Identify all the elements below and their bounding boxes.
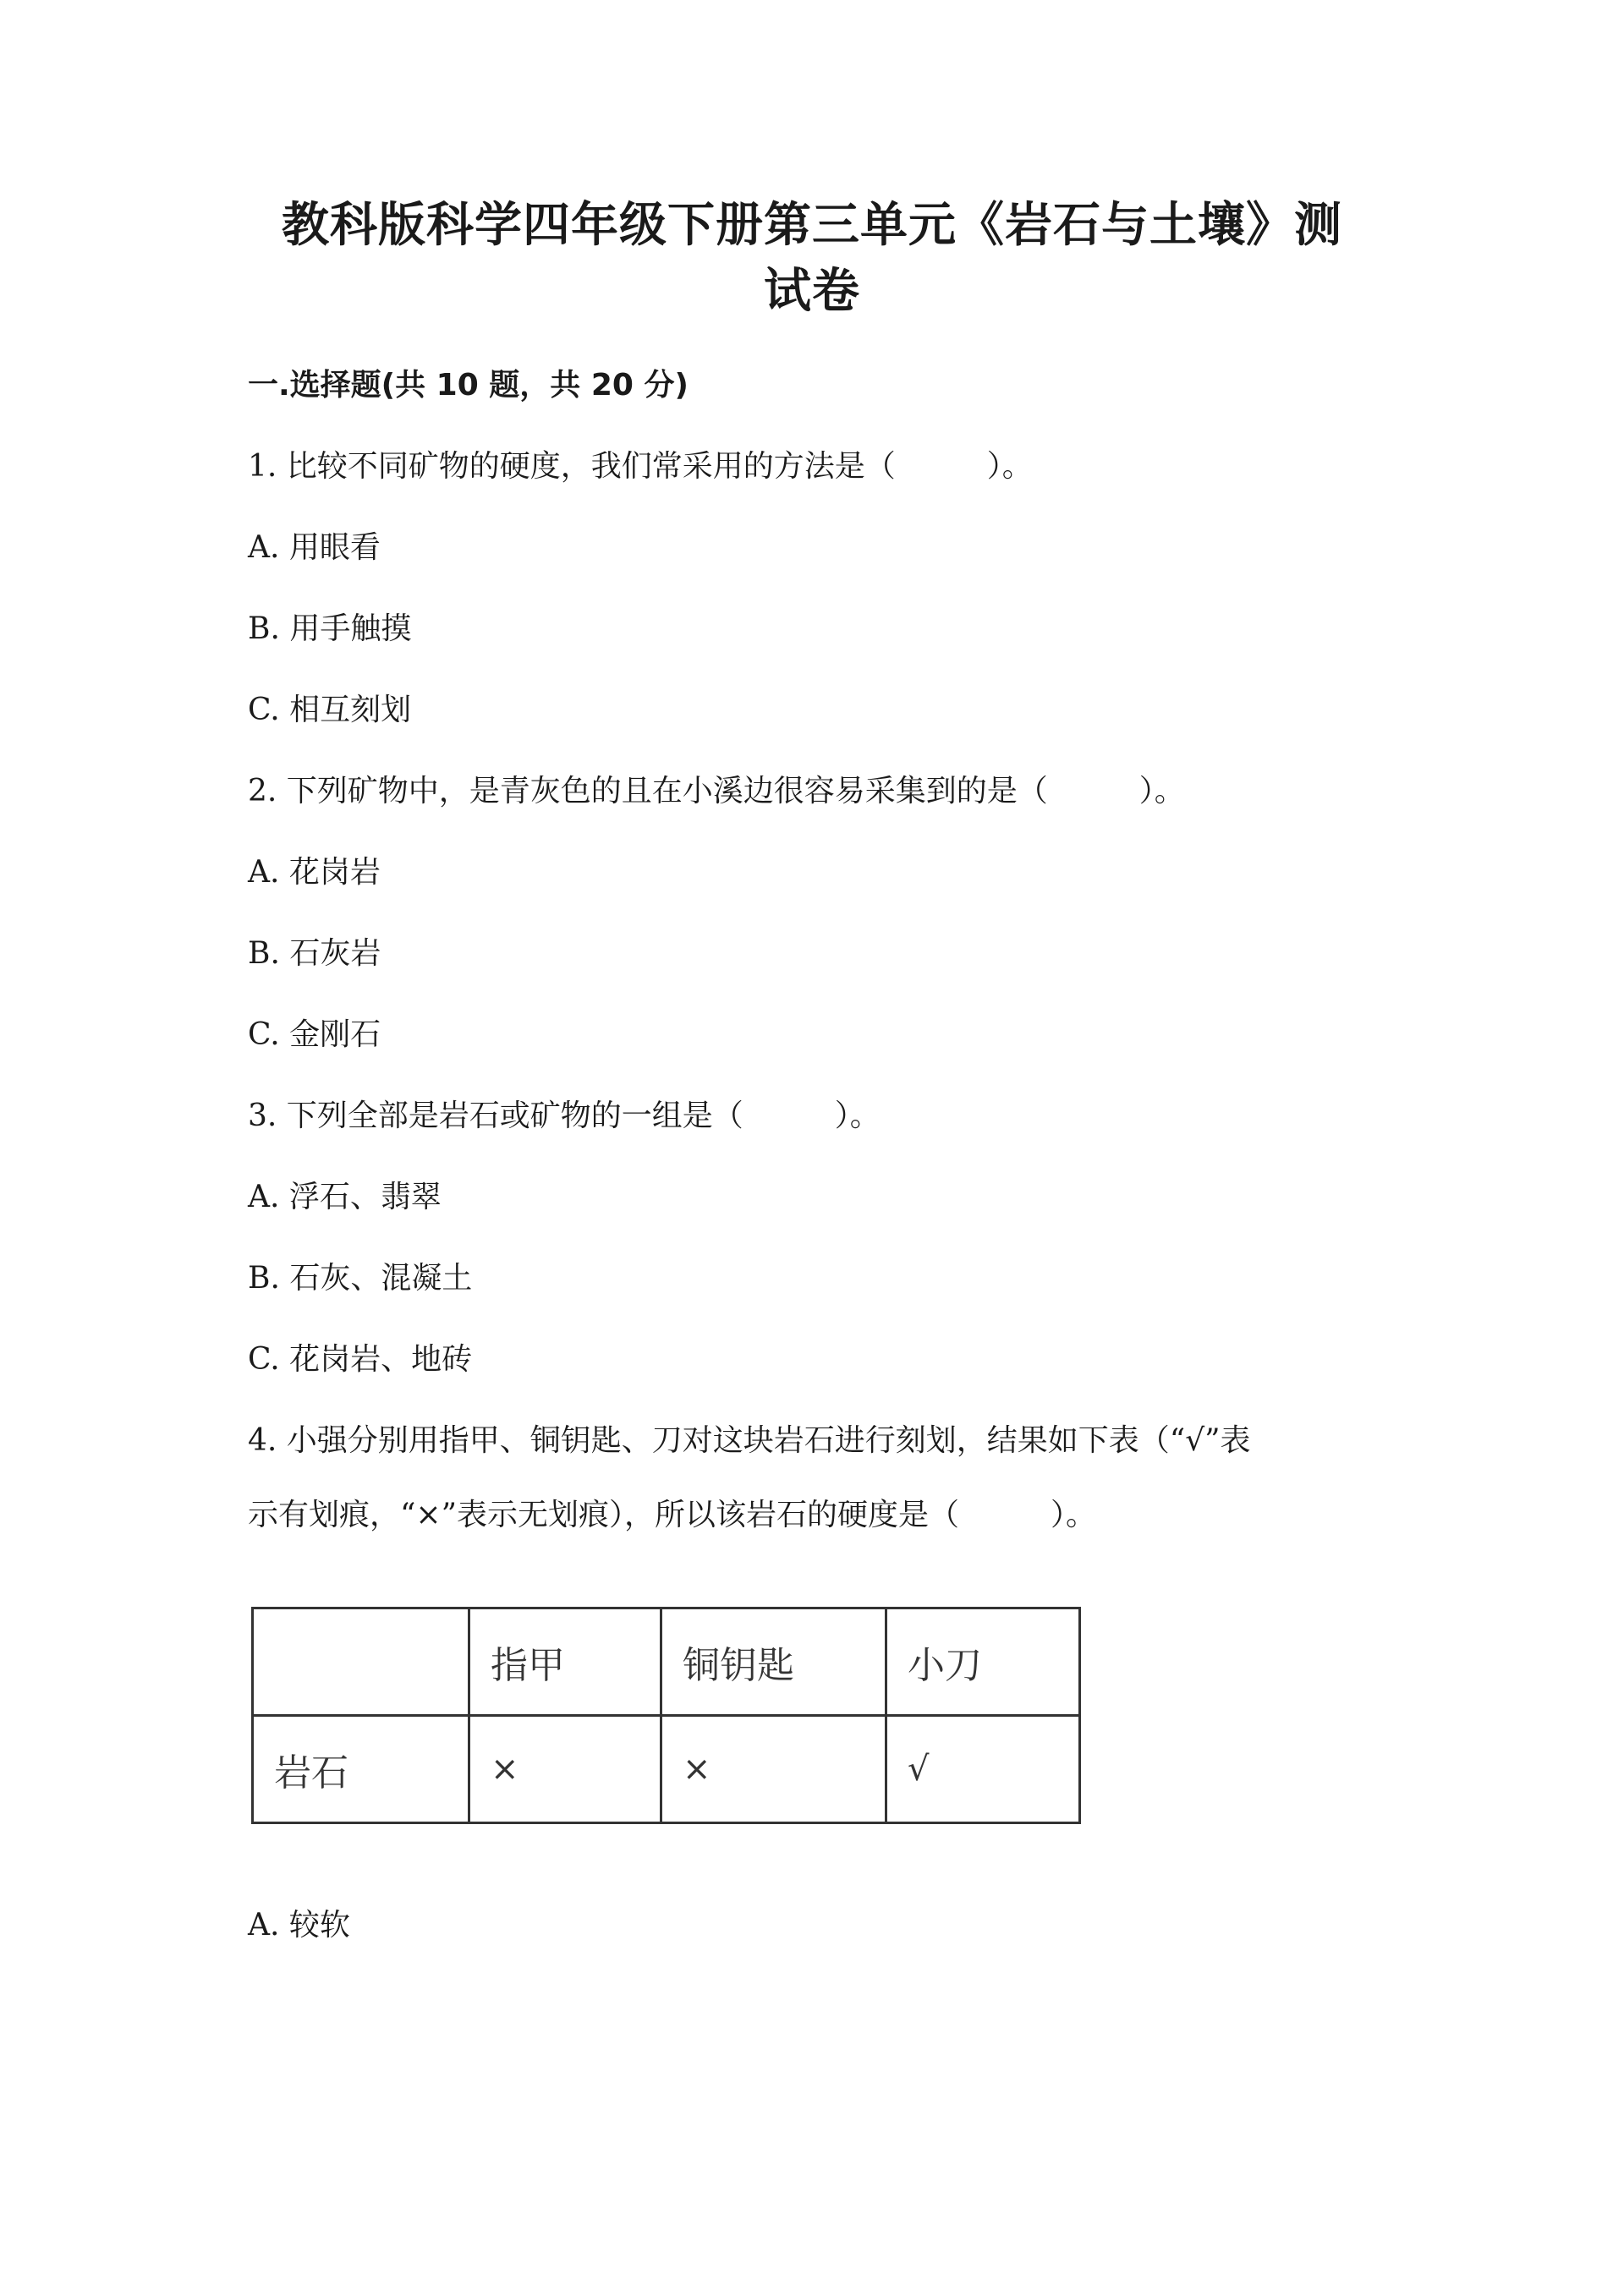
cross-mark: × <box>469 1716 661 1823</box>
question-3-stem: 3. 下列全部是岩石或矿物的一组是（ ）。 <box>248 1099 881 1133</box>
exam-title-line-1: 教科版科学四年级下册第三单元《岩石与土壤》测 <box>282 198 1342 253</box>
table-header-cell: 指甲 <box>469 1608 661 1716</box>
table-header-cell: 小刀 <box>886 1608 1080 1716</box>
table-header-row <box>253 1608 1080 1716</box>
question-4-stem-line-2: 示有划痕，“×”表示无划痕），所以该岩石的硬度是（ ）。 <box>248 1498 1096 1532</box>
question-1-stem: 1. 比较不同矿物的硬度，我们常采用的方法是（ ）。 <box>248 449 1033 484</box>
exam-title-line-2: 试卷 <box>764 264 860 319</box>
table-row-label: 岩石 <box>253 1716 469 1823</box>
section-heading: 一.选择题(共 10 题，共 20 分) <box>248 368 689 403</box>
question-1-option-a: A. 用眼看 <box>248 530 381 565</box>
question-3-option-b: B. 石灰、混凝土 <box>248 1261 473 1296</box>
question-4-stem-line-1: 4. 小强分别用指甲、铜钥匙、刀对这块岩石进行刻划，结果如下表（“√”表 <box>248 1423 1251 1458</box>
question-1-option-c: C. 相互刻划 <box>248 693 412 727</box>
table-header-cell: 铜钥匙 <box>661 1608 886 1716</box>
table-row <box>253 1716 1080 1823</box>
question-3-option-a: A. 浮石、翡翠 <box>248 1180 442 1214</box>
table-header-cell <box>253 1608 469 1716</box>
question-2-option-a: A. 花岗岩 <box>248 855 381 890</box>
check-mark: √ <box>886 1716 1080 1823</box>
question-4-option-a: A. 较软 <box>248 1908 350 1943</box>
question-2-option-c: C. 金刚石 <box>248 1017 381 1052</box>
question-3-option-c: C. 花岗岩、地砖 <box>248 1342 473 1377</box>
exam-title <box>245 193 1379 325</box>
scratch-test-table <box>251 1607 1081 1824</box>
cross-mark: × <box>661 1716 886 1823</box>
question-2-stem: 2. 下列矿物中，是青灰色的且在小溪边很容易采集到的是（ ）。 <box>248 774 1185 808</box>
question-1-option-b: B. 用手触摸 <box>248 611 412 646</box>
question-2-option-b: B. 石灰岩 <box>248 936 381 971</box>
